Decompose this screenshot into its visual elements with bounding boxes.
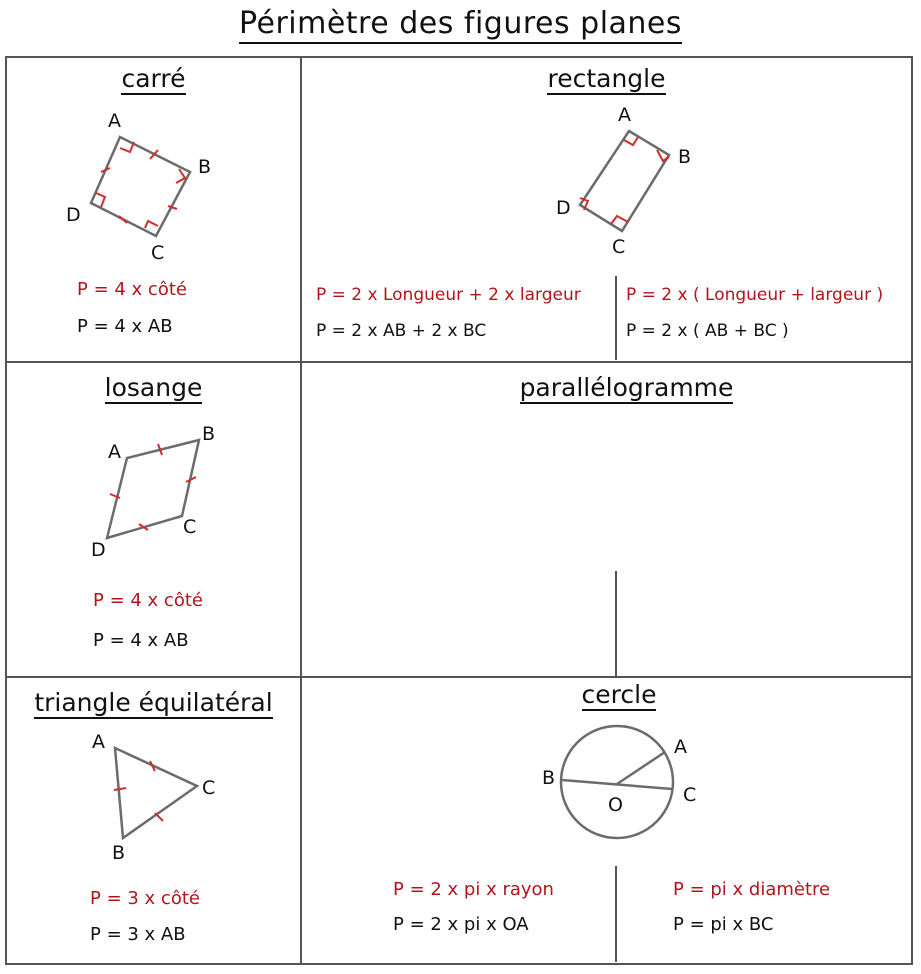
rectangle-formula-red-left: P = 2 x Longueur + 2 x largeur xyxy=(316,285,581,305)
rhombus-label-d: D xyxy=(91,539,106,561)
triangle-label-b: B xyxy=(112,842,126,864)
circle-formula-red-right: P = pi x diamètre xyxy=(673,879,831,900)
rectangle-formula-black-right: P = 2 x ( AB + BC ) xyxy=(626,321,789,341)
triangle-title: triangle équilatéral xyxy=(34,688,273,717)
circle-formula-black-right: P = pi x BC xyxy=(673,914,774,935)
circle-title: cercle xyxy=(581,680,657,709)
triangle-label-c: C xyxy=(202,777,216,799)
circle-formula-black-left: P = 2 x pi x OA xyxy=(393,914,529,935)
rhombus-title: losange xyxy=(104,373,203,402)
circle-formula-red-left: P = 2 x pi x rayon xyxy=(393,879,554,900)
rhombus-formula-black: P = 4 x AB xyxy=(93,630,189,651)
square-formula-black: P = 4 x AB xyxy=(77,316,173,337)
circle-figure xyxy=(542,726,696,838)
square-label-b: B xyxy=(198,156,212,178)
rectangle-figure xyxy=(556,104,691,258)
rectangle-formula-black-left: P = 2 x AB + 2 x BC xyxy=(316,321,487,341)
rhombus-formula-red: P = 4 x côté xyxy=(93,590,203,611)
rhombus-label-b: B xyxy=(202,423,216,445)
triangle-formula-black: P = 3 x AB xyxy=(90,924,186,945)
square-label-c: C xyxy=(151,242,165,264)
triangle-formula-red: P = 3 x côté xyxy=(90,888,200,909)
parallelogram-title: parallélogramme xyxy=(519,373,734,402)
square-label-a: A xyxy=(108,110,121,132)
rhombus-label-c: C xyxy=(183,516,197,538)
rectangle-label-c: C xyxy=(612,236,626,258)
rectangle-formula-red-right: P = 2 x ( Longueur + largeur ) xyxy=(626,285,884,305)
rectangle-label-a: A xyxy=(618,104,631,126)
square-title: carré xyxy=(121,64,186,93)
page-title: Périmètre des figures planes xyxy=(0,6,921,41)
square-label-d: D xyxy=(66,204,81,226)
triangle-figure xyxy=(92,731,215,864)
triangle-label-a: A xyxy=(92,731,105,753)
rectangle-label-d: D xyxy=(556,197,571,219)
rectangle-label-b: B xyxy=(678,146,692,168)
rectangle-title: rectangle xyxy=(547,64,666,93)
circle-label-o: O xyxy=(608,794,623,816)
square-formula-red: P = 4 x côté xyxy=(77,279,187,300)
square-figure xyxy=(66,110,211,264)
circle-label-a: A xyxy=(674,736,687,758)
rhombus-label-a: A xyxy=(108,441,121,463)
rhombus-figure xyxy=(91,423,215,561)
circle-label-c: C xyxy=(683,784,697,806)
circle-label-b: B xyxy=(542,767,556,789)
